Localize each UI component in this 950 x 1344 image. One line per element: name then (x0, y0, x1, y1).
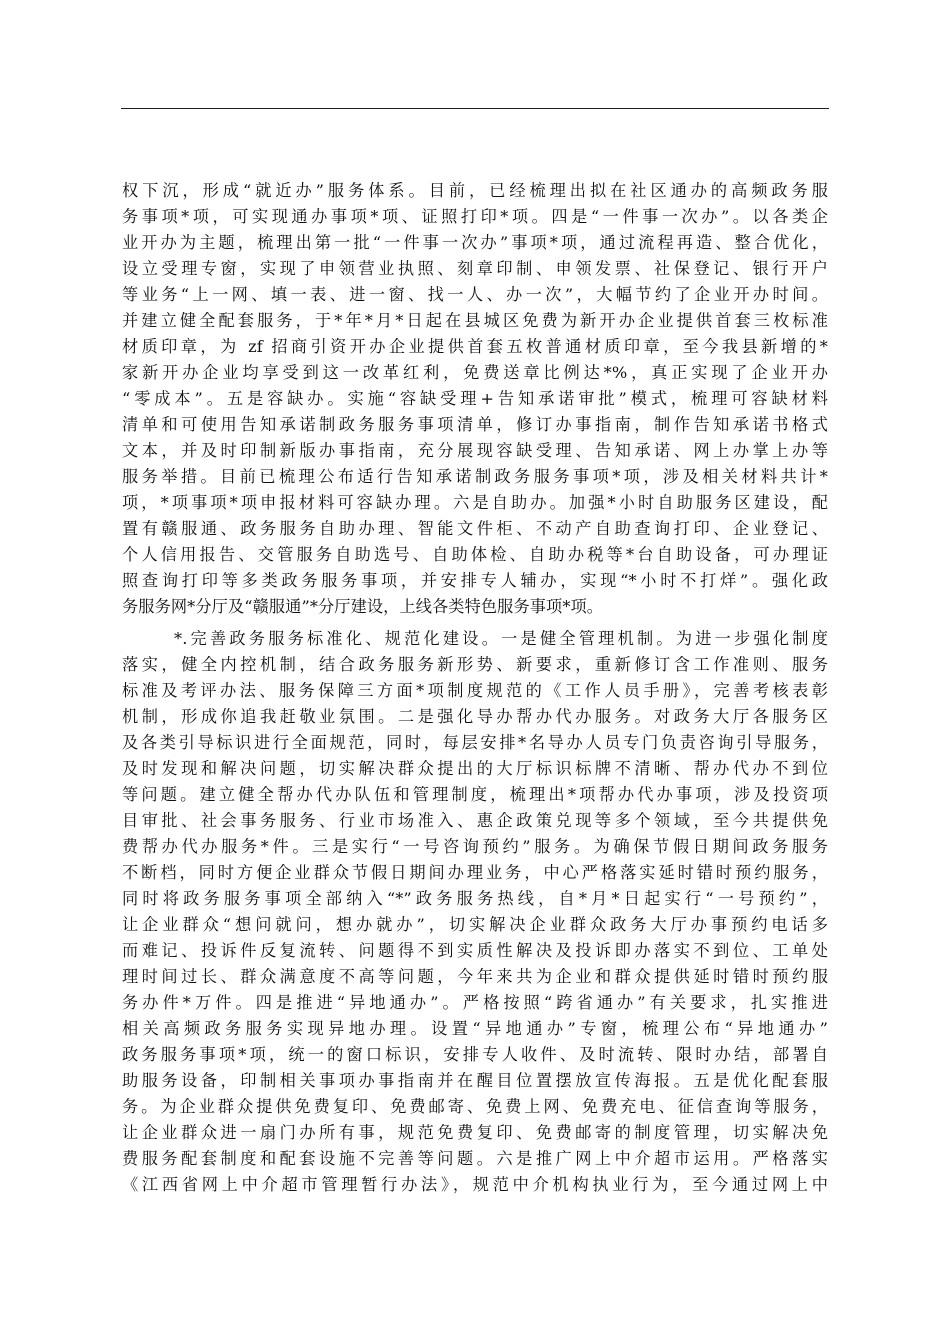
text-line: 务办件*万件。四是推进“异地通办”。严格按照“跨省通办”有关要求，扎实推进 (122, 993, 828, 1012)
text-line: 而难记、投诉件反复流转、问题得不到实质性解决及投诉即办落实不到位、工单处 (122, 941, 828, 960)
text-line: 个人信用报告、交管服务自助选号、自助体检、自助办税等*台自助设备，可办理证 (122, 545, 828, 564)
text-line: 理时间过长、群众满意度不高等问题，今年来共为企业和群众提供延时错时预约服 (122, 967, 828, 986)
text-line: 费帮办代办服务*件。三是实行“一号咨询预约”服务。为确保节假日期间政务服务 (122, 837, 828, 856)
document-body (122, 178, 828, 1198)
text-line: 费服务配套制度和配套设施不完善等问题。六是推广网上中介超市运用。严格落实 (122, 1149, 828, 1168)
text-line: 让企业群众“想问就问，想办就办”，切实解决企业群众政务大厅办事预约电话多 (122, 915, 828, 934)
text-line: *.完善政务服务标准化、规范化建设。一是健全管理机制。为进一步强化制度 (174, 629, 828, 648)
text-line: 业开办为主题，梳理出第一批“一件事一次办”事项*项，通过流程再造、整合优化， (122, 233, 828, 252)
header-rule (121, 108, 829, 109)
text-line: 务。为企业群众提供免费复印、免费邮寄、免费上网、免费充电、征信查询等服务， (122, 1097, 828, 1116)
text-line: 及各类引导标识进行全面规范，同时，每层安排*名导办人员专门负责咨询引导服务， (122, 733, 828, 752)
text-line: 照查询打印等多类政务服务事项，并安排专人辅办，实现“*小时不打烊”。强化政 (122, 571, 828, 590)
text-line: 落实，健全内控机制，结合政务服务新形势、新要求，重新修订含工作准则、服务 (122, 655, 828, 674)
text-line: 并建立健全配套服务，于*年*月*日起在县城区免费为新开办企业提供首套三枚标准 (122, 311, 828, 330)
text-line: 机制，形成你追我赶敬业氛围。二是强化导办帮办代办服务。对政务大厅各服务区 (122, 707, 828, 726)
text-line: 服务举措。目前已梳理公布适行告知承诺制政务服务事项*项，涉及相关材料共计* (122, 467, 828, 486)
paragraph-2 (122, 626, 828, 1198)
text-line: 务事项*项，可实现通办事项*项、证照打印*项。四是“一件事一次办”。以各类企 (122, 207, 828, 226)
text-line: 置有赣服通、政务服务自助办理、智能文件柜、不动产自助查询打印、企业登记、 (122, 519, 828, 538)
text-line: 设立受理专窗，实现了申领营业执照、刻章印制、申领发票、社保登记、银行开户 (122, 259, 828, 278)
text-line: 等业务“上一网、填一表、进一窗、找一人、办一次”，大幅节约了企业开办时间。 (122, 285, 828, 304)
text-line: 目审批、社会事务服务、行业市场准入、惠企政策兑现等多个领域，至今共提供免 (122, 811, 828, 830)
text-line: 权下沉，形成“就近办”服务体系。目前，已经梳理出拟在社区通办的高频政务服 (122, 181, 828, 200)
text-line: 政务服务事项*项，统一的窗口标识，安排专人收件、及时流转、限时办结，部署自 (122, 1045, 828, 1064)
text-line: “零成本”。五是容缺办。实施“容缺受理+告知承诺审批”模式，梳理可容缺材料 (122, 389, 828, 408)
text-line: 相关高频政务服务实现异地办理。设置“异地通办”专窗，梳理公布“异地通办” (122, 1019, 828, 1038)
text-line: 家新开办企业均享受到这一改革红利，免费送章比例达*%，真正实现了企业开办 (122, 363, 828, 382)
text-line: 助服务设备，印制相关事项办事指南并在醒目位置摆放宣传海报。五是优化配套服 (122, 1071, 828, 1090)
text-line: 务服务网*分厅及“赣服通”*分厅建设，上线各类特色服务事项*项。 (122, 597, 604, 616)
text-line: 项，*项事项*项申报材料可容缺办理。六是自助办。加强*小时自助服务区建设，配 (122, 493, 828, 512)
text-line: 等问题。建立健全帮办代办队伍和管理制度，梳理出*项帮办代办事项，涉及投资项 (122, 785, 828, 804)
text-line: 标准及考评办法、服务保障三方面*项制度规范的《工作人员手册》，完善考核表彰 (122, 681, 828, 700)
text-line: 《江西省网上中介超市管理暂行办法》，规范中介机构执业行为，至今通过网上中 (122, 1175, 828, 1194)
paragraph-1 (122, 178, 828, 620)
text-line: 及时发现和解决问题，切实解决群众提出的大厅标识标牌不清晰、帮办代办不到位 (122, 759, 828, 778)
text-line: 材质印章，为 zf 招商引资开办企业提供首套五枚普通材质印章，至今我县新增的* (122, 337, 828, 356)
text-line: 文本，并及时印制新版办事指南，充分展现容缺受理、告知承诺、网上办掌上办等 (122, 441, 828, 460)
text-line: 不断档，同时方便企业群众节假日期间办理业务，中心严格落实延时错时预约服务， (122, 863, 828, 882)
text-line: 同时将政务服务事项全部纳入“*”政务服务热线，自*月*日起实行“一号预约”， (122, 889, 828, 908)
text-line: 清单和可使用告知承诺制政务服务事项清单，修订办事指南，制作告知承诺书格式 (122, 415, 828, 434)
text-line: 让企业群众进一扇门办所有事，规范免费复印、免费邮寄的制度管理，切实解决免 (122, 1123, 828, 1142)
